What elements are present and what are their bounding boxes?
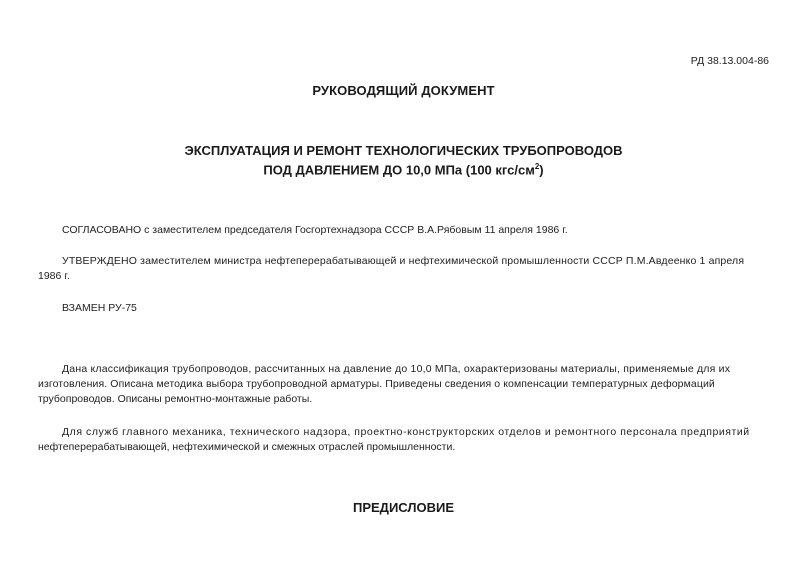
abstract-p1-line-3: трубопроводов. Описаны ремонтно-монтажные работы. (38, 393, 313, 405)
title-line-2-end: ) (539, 162, 544, 178)
title-superscript: 2 (534, 162, 540, 171)
abstract-paragraph-1 (38, 362, 768, 407)
abstract-p2-line-2: нефтеперерабатывающей, нефтехимической и смежных отраслей промышленности. (38, 441, 456, 453)
agreed-paragraph: СОГЛАСОВАНО с заместителем председателя Госгортехнадзора СССР В.А.Рябовым 11 апреля 1986 г. (62, 224, 568, 236)
abstract-p1-line-1: Дана классификация трубопроводов, рассчитанных на давление до 10,0 МПа, охарактеризованы материалы, применяемые для их (62, 363, 731, 375)
abstract-paragraph-2 (38, 425, 768, 455)
document-code: РД 38.13.004-86 (690, 55, 769, 67)
approved-line-1: УТВЕРЖДЕНО заместителем министра нефтеперерабатывающей и нефтехимической промышленности СССР П.М.Авдеенко 1 апреля (62, 255, 745, 267)
foreword-heading: ПРЕДИСЛОВИЕ (353, 500, 454, 515)
document-title (0, 143, 807, 178)
document-type-heading: РУКОВОДЯЩИЙ ДОКУМЕНТ (312, 83, 495, 98)
abstract-p1-line-2: изготовления. Описана методика выбора трубопроводной арматуры. Приведены сведения о компенсации температурных деформаций (38, 378, 715, 390)
title-line-1: ЭКСПЛУАТАЦИЯ И РЕМОНТ ТЕХНОЛОГИЧЕСКИХ ТРУБОПРОВОДОВ (184, 143, 623, 158)
replaces-paragraph: ВЗАМЕН РУ-75 (62, 302, 137, 314)
approved-paragraph (38, 254, 768, 284)
title-line-2 (0, 159, 807, 178)
title-line-2-text: ПОД ДАВЛЕНИЕМ ДО 10,0 МПа (100 кгс/см (263, 162, 535, 178)
approved-line-2: 1986 г. (38, 270, 70, 282)
abstract-p2-line-1: Для служб главного механика, технического надзора, проектно-конструкторских отделов и ремонтного персонала предприятий (62, 426, 750, 438)
